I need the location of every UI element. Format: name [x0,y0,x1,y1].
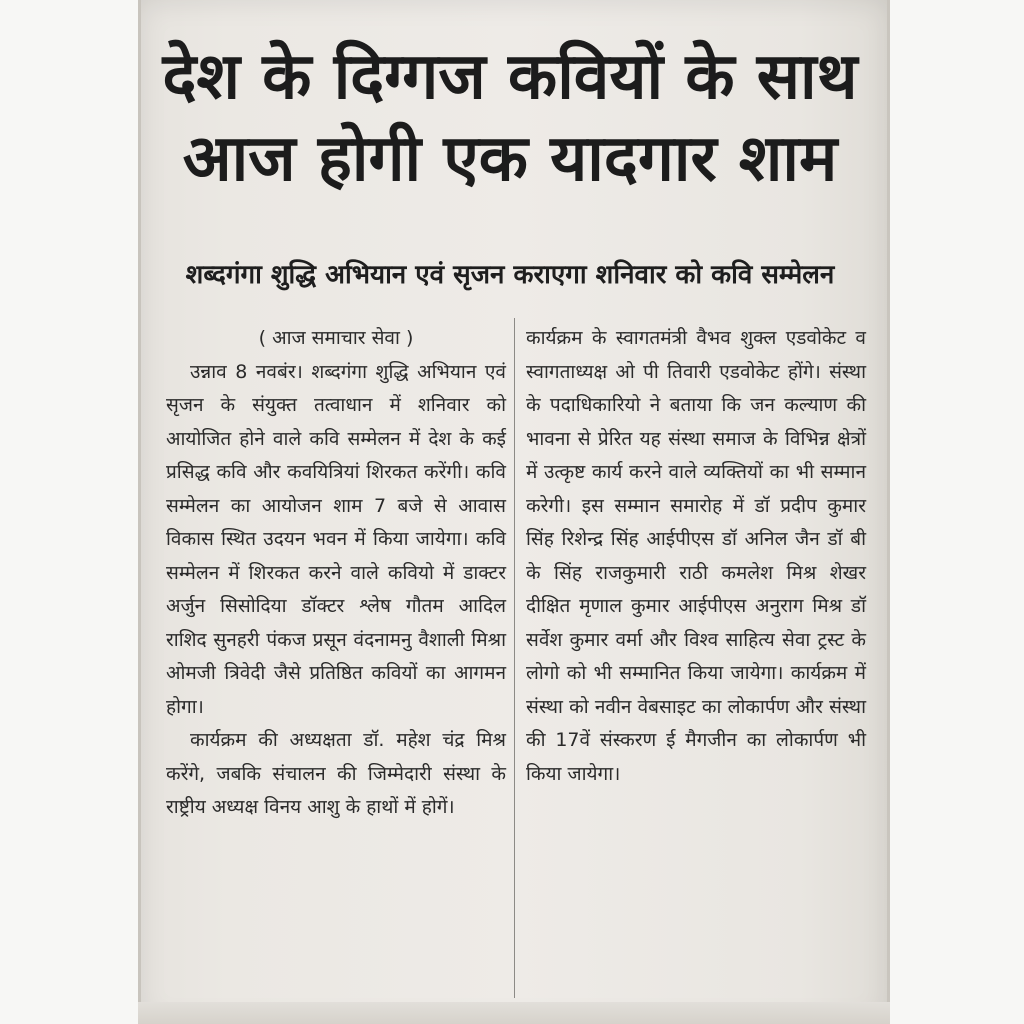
column-divider [514,318,515,998]
headline-line-1: देश के दिग्गज कवियों के साथ [162,40,858,114]
news-agency-credit: ( आज समाचार सेवा ) [258,327,414,349]
article-column-left [166,322,506,825]
article-column-right [526,322,866,791]
clipping-bottom-edge [138,1002,890,1024]
article-paragraph-3: कार्यक्रम के स्वागतमंत्री वैभव शुक्ल एडवोकेट व स्वागताध्यक्ष ओ पी तिवारी एडवोकेट होंगे। संस्था के पदाधिकारियो ने बताया कि जन कल्याण की भावना से प्रेरित यह संस्था समाज के विभिन्न क्षेत्रों में उत्कृष्ट कार्य करने वाले व्यक्तियों का भी सम्मान करेगी। इस सम्मान समारोह में डॉ प्रदीप कुमार सिंह रिशेन्द्र सिंह आईपीएस डॉ अनिल जैन डॉ बी के सिंह राजकुमारी राठी कमलेश मिश्र शेखर दीक्षित मृणाल कुमार आईपीएस अनुराग मिश्र डॉ सर्वेश कुमार वर्मा और विश्व साहित्य सेवा ट्रस्ट के लोगो को भी सम्मानित किया जायेगा। कार्यक्रम में संस्था को नवीन वेबसाइट का लोकार्पण और संस्था की 17वें संस्करण ई मैगजीन का लोकार्पण भी किया जायेगा। [526,327,866,785]
headline [160,36,860,200]
clipping-left-edge [138,0,141,1024]
subheadline: शब्दगंगा शुद्धि अभियान एवं सृजन कराएगा शनिवार को कवि सम्मेलन [185,260,835,290]
headline-line-2: आज होगी एक यादगार शाम [182,122,838,196]
article-paragraph-1: उन्नाव 8 नवबंर। शब्दगंगा शुद्धि अभियान एवं सृजन के संयुक्त तत्वाधान में शनिवार को आयोजित होने वाले कवि सम्मेलन में देश के कई प्रसिद्ध कवि और कवयित्रियां शिरकत करेंगी। कवि सम्मेलन का आयोजन शाम 7 बजे से आवास विकास स्थित उदयन भवन में किया जायेगा। कवि सम्मेलन में शिरकत करने वाले कवियो में डाक्टर अर्जुन सिसोदिया डॉक्टर श्लेष गौतम आदिल राशिद सुनहरी पंकज प्रसून वंदनामनु वैशाली मिश्रा ओमजी त्रिवेदी जैसे प्रतिष्ठित कवियों का आगमन होगा। [166,360,506,718]
article-paragraph-2: कार्यक्रम की अध्यक्षता डॉ. महेश चंद्र मिश्र करेंगे, जबकि संचालन की जिम्मेदारी संस्था के राष्ट्रीय अध्यक्ष विनय आशु के हाथों में होगें। [166,729,506,818]
clipping-right-edge [887,0,890,1024]
